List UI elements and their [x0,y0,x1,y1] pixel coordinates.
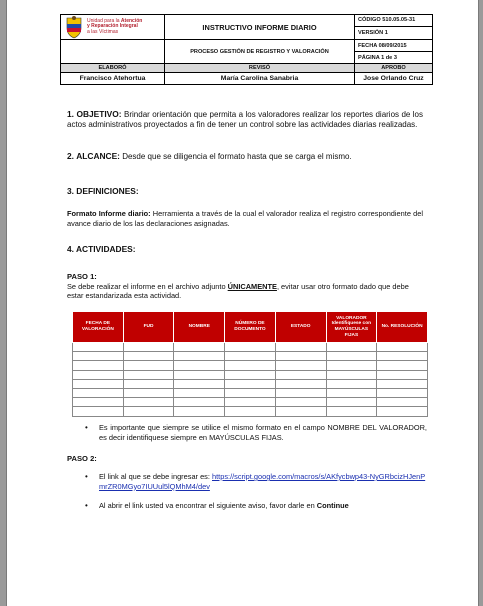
informe-table [72,311,428,417]
document-date: FECHA 08/09/2015 [355,40,433,52]
table-cell[interactable] [225,398,276,407]
table-cell[interactable] [377,407,428,416]
table-cell[interactable] [377,352,428,361]
table-cell[interactable] [377,388,428,397]
table-cell[interactable] [123,370,174,379]
table-cell[interactable] [377,361,428,370]
script-link[interactable]: https://script.google.com/macros/s/AKfycbwp43-NyGRbcizHJenPmrZR0MGyo7IUUul5lQMhM4/dev [99,472,426,491]
definiciones-title: 3. DEFINICIONES: [67,186,139,196]
table-row [73,407,428,416]
table-row [73,370,428,379]
table-cell[interactable] [73,370,124,379]
objetivo-text: Brindar orientación que permita a los valoradores realizar los reportes diarios de los actos administrativos proyectados a fin de tener un control sobre las actividades diarias realizadas. [67,110,424,129]
paso2-title: PASO 2: [67,454,97,463]
table-cell[interactable] [377,370,428,379]
column-header: ESTADO [275,312,326,343]
table-cell[interactable] [73,407,124,416]
column-header: No. RESOLUCIÓN [377,312,428,343]
table-cell[interactable] [123,343,174,352]
table-cell[interactable] [174,370,225,379]
table-cell[interactable] [275,352,326,361]
table-cell[interactable] [225,352,276,361]
alcance-text: Desde que se diligencia el formato hasta que se carga el mismo. [122,152,352,161]
document-title: INSTRUCTIVO INFORME DIARIO [165,15,355,40]
bullet-icon: • [85,423,88,432]
table-cell[interactable] [225,407,276,416]
table-cell[interactable] [377,379,428,388]
column-header: NÚMERO DE DOCUMENTO [225,312,276,343]
table-cell[interactable] [73,361,124,370]
label-reviso: REVISÓ [165,64,355,73]
table-cell[interactable] [275,343,326,352]
table-cell[interactable] [174,352,225,361]
process-name: PROCESO GESTIÓN DE REGISTRO Y VALORACIÓN [165,40,355,64]
table-cell[interactable] [275,370,326,379]
column-header: FUD [123,312,174,343]
table-cell[interactable] [275,379,326,388]
page-number: PÁGINA 1 de 3 [355,52,433,64]
table-cell[interactable] [73,398,124,407]
table-cell[interactable] [225,388,276,397]
table-cell[interactable] [275,398,326,407]
table-cell[interactable] [123,361,174,370]
document-header-table [60,14,433,85]
table-cell[interactable] [123,352,174,361]
table-row [73,352,428,361]
table-cell[interactable] [225,379,276,388]
column-header: VALORADOR Identifiquese con MAYÚSCULAS FIJAS [326,312,377,343]
label-aprobo: APROBO [355,64,433,73]
table-cell[interactable] [123,379,174,388]
document-version: VERSIÓN 1 [355,26,433,39]
definicion-term: Formato Informe diario: [67,209,151,218]
document-page [6,0,479,606]
table-cell[interactable] [174,407,225,416]
table-cell[interactable] [73,379,124,388]
paso1-text: Se debe realizar el informe en el archivo adjunto ÚNICAMENTE, evitar usar otro formato dado que debe estar estandarizada esta actividad. [67,282,409,301]
table-cell[interactable] [174,343,225,352]
column-header: FECHA DE VALORACIÓN [73,312,124,343]
column-header: NOMBRE [174,312,225,343]
table-cell[interactable] [326,379,377,388]
bullet-formato-text: Es importante que siempre se utilice el mismo formato en el campo NOMBRE DEL VALORADOR, es decir identifiquese siempre en MAYÚSCULAS FIJAS. [99,423,427,442]
table-cell[interactable] [275,388,326,397]
name-reviso: María Carolina Sanabria [165,73,355,85]
table-cell[interactable] [275,361,326,370]
section-alcance: 2. ALCANCE: Desde que se diligencia el formato hasta que se carga el mismo. [67,151,352,161]
bullet-icon: • [85,501,88,510]
table-cell[interactable] [123,398,174,407]
paso1-title: PASO 1: [67,272,97,281]
table-cell[interactable] [326,370,377,379]
table-cell[interactable] [174,379,225,388]
table-cell[interactable] [73,352,124,361]
colombia-shield-icon [64,15,84,39]
bullet-continue-text: Al abrir el link usted va encontrar el siguiente aviso, favor darle en [99,501,315,510]
table-cell[interactable] [73,388,124,397]
table-cell[interactable] [225,343,276,352]
table-cell[interactable] [275,407,326,416]
bullet-item-continue [85,501,429,511]
bullet-icon: • [85,472,88,481]
table-row [73,379,428,388]
table-cell[interactable] [174,361,225,370]
bullet-link-text: El link al que se debe ingresar es: [99,472,210,481]
logo-text: Unidad para la Atención y Reparación Integral a las Víctimas [87,17,143,35]
table-cell[interactable] [225,361,276,370]
actividades-title: 4. ACTIVIDADES: [67,244,136,254]
table-cell[interactable] [377,343,428,352]
name-aprobo: Jose Orlando Cruz [355,73,433,85]
table-cell[interactable] [174,388,225,397]
bullet-item-formato [85,423,427,442]
table-cell[interactable] [73,343,124,352]
objetivo-title: OBJETIVO: [76,109,122,119]
table-cell[interactable] [377,398,428,407]
table-row [73,398,428,407]
alcance-title: ALCANCE: [76,151,120,161]
name-elaboro: Francisco Atehortua [61,73,165,85]
definicion-paragraph [67,209,423,228]
table-cell[interactable] [123,407,174,416]
document-code: CÓDIGO 510.05.05-31 [355,15,433,27]
definicion-text: Herramienta a través de la cual el valorador realiza el registro correspondiente del avance diario de los las declaraciones asignadas. [67,209,423,228]
table-cell[interactable] [326,388,377,397]
table-row [73,343,428,352]
table-cell[interactable] [326,398,377,407]
unicamente-emphasis: ÚNICAMENTE [227,282,277,291]
label-elaboro: ELABORÓ [61,64,165,73]
bullet-item-link [85,472,431,491]
table-cell[interactable] [326,407,377,416]
continue-emphasis: Continue [316,501,349,510]
logo-cell [61,15,165,40]
table-cell[interactable] [174,398,225,407]
table-cell[interactable] [326,352,377,361]
table-cell[interactable] [326,361,377,370]
table-cell[interactable] [326,343,377,352]
table-row [73,361,428,370]
table-cell[interactable] [225,370,276,379]
table-cell[interactable] [123,388,174,397]
table-row [73,388,428,397]
section-objetivo: 1. OBJETIVO: Brindar orientación que permita a los valoradores realizar los reportes diarios de los actos administrativos proyectados a fin de tener un control sobre las actividades diarias realizadas. [67,109,424,129]
